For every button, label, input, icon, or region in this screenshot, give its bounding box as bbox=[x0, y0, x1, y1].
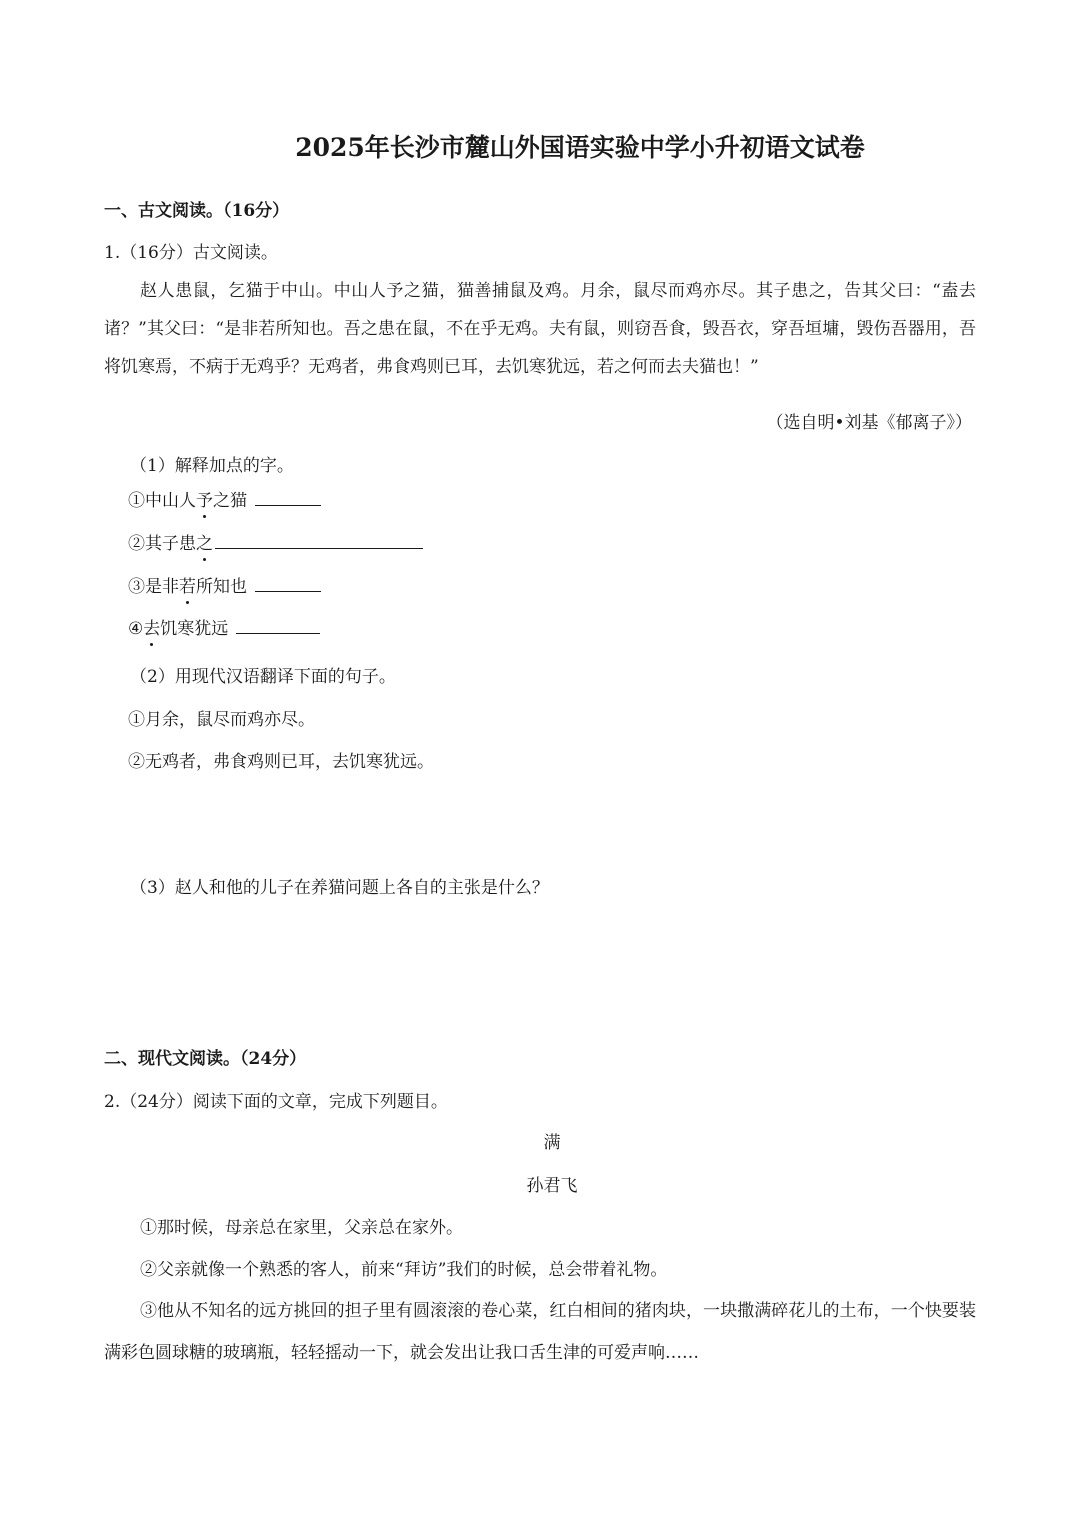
dotted-char: 去 bbox=[143, 614, 160, 639]
question1-intro: 1.（16分）古文阅读。 bbox=[104, 243, 278, 263]
exam-title: 2025年长沙市麓山外国语实验中学小升初语文试卷 bbox=[295, 133, 865, 162]
explain-item-2: ②其子患之 bbox=[128, 529, 423, 554]
sub-question-3: （3）赵人和他的儿子在养猫问题上各自的主张是什么？ bbox=[130, 878, 549, 898]
answer-blank[interactable] bbox=[236, 615, 320, 634]
dotted-char: 若 bbox=[179, 572, 196, 597]
section1-heading: 一、古文阅读。（16分） bbox=[104, 201, 290, 221]
section2-heading: 二、现代文阅读。（24分） bbox=[104, 1049, 307, 1069]
translate-item-2: ②无鸡者，弗食鸡则已耳，去饥寒犹远。 bbox=[128, 752, 434, 772]
article-paragraph-2: ②父亲就像一个熟悉的客人，前来“拜访”我们的时候，总会带着礼物。 bbox=[140, 1260, 668, 1280]
translate-item-1: ①月余，鼠尽而鸡亦尽。 bbox=[128, 710, 315, 730]
dotted-char: 予 bbox=[196, 486, 213, 511]
dotted-char: 之 bbox=[196, 529, 213, 554]
answer-blank[interactable] bbox=[255, 573, 321, 592]
explain-item-3: ③是非若所知也 bbox=[128, 572, 321, 597]
explain-item-1: ①中山人予之猫 bbox=[128, 486, 321, 511]
answer-blank[interactable] bbox=[215, 530, 423, 549]
answer-blank[interactable] bbox=[255, 487, 321, 506]
question2-intro: 2.（24分）阅读下面的文章，完成下列题目。 bbox=[104, 1092, 448, 1112]
passage-source: （选自明•刘基《郁离子》） bbox=[766, 413, 972, 433]
explain-item-4: ④去饥寒犹远 bbox=[128, 614, 320, 639]
classical-passage: 赵人患鼠，乞猫于中山。中山人予之猫，猫善捕鼠及鸡。月余，鼠尽而鸡亦尽。其子患之，告其父曰：“盍去诸？”其父曰：“是非若所知也。吾之患在鼠，不在乎无鸡。夫有鼠，则窃吾食，毁吾衣，穿吾垣墉，毁伤吾器用，吾将饥寒焉，不病于无鸡乎？无鸡者，弗食鸡则已耳，去饥寒犹远，若之何而去夫猫也！” bbox=[104, 281, 976, 377]
sub-question-2: （2）用现代汉语翻译下面的句子。 bbox=[130, 667, 396, 687]
article-paragraph-3: ③他从不知名的远方挑回的担子里有圆滚滚的卷心菜，红白相间的猪肉块，一块撒满碎花儿的土布，一个快要装满彩色圆球糖的玻璃瓶，轻轻摇动一下，就会发出让我口舌生津的可爱声响…… bbox=[104, 1301, 976, 1363]
article-author: 孙君飞 bbox=[526, 1176, 578, 1196]
article-title: 满 bbox=[543, 1133, 561, 1153]
article-paragraph-1: ①那时候，母亲总在家里，父亲总在家外。 bbox=[140, 1218, 463, 1238]
sub-question-1: （1）解释加点的字。 bbox=[130, 456, 294, 476]
